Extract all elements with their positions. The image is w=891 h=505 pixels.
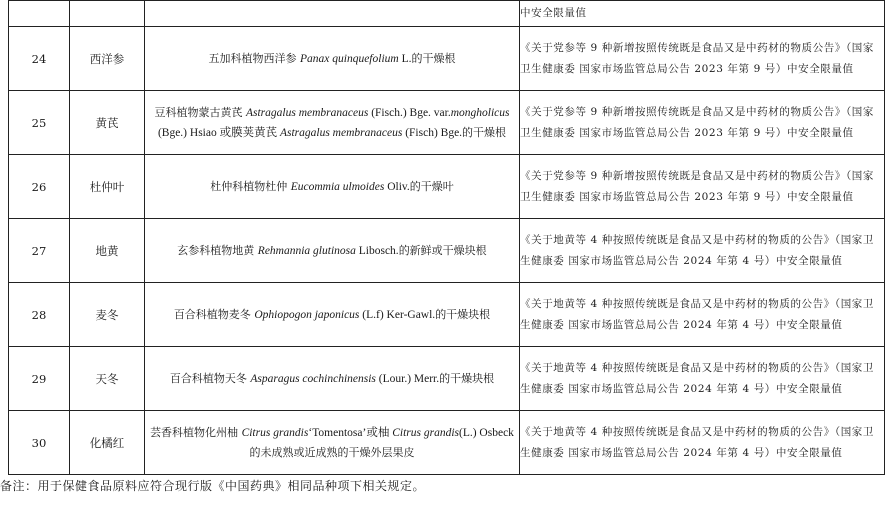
author-citation: Oliv. (384, 180, 410, 193)
source-text: 杜仲科植物杜仲 (210, 179, 291, 193)
latin-name: Astragalus membranaceus (279, 126, 403, 139)
table-row (9, 283, 885, 347)
source-text: 的干燥根 (411, 51, 456, 65)
herb-limit-table (8, 0, 885, 475)
author-citation: (Lour.) Merr. (375, 372, 440, 385)
herb-name-cell: 麦冬 (70, 283, 145, 347)
plant-source-cell (145, 27, 520, 91)
herb-name-cell: 杜仲叶 (70, 155, 145, 219)
author-citation: (Fisch) Bge. (402, 126, 463, 139)
regulation-basis-cell: 《关于地黄等 4 种按照传统既是食品又是中药材的物质的公告》（国家卫生健康委 国家市场监管总局公告 2024 年第 4 号）中安全限量值 (520, 411, 885, 475)
source-text: 的干燥块根 (435, 307, 491, 321)
source-text: 的干燥块根 (439, 371, 495, 385)
source-text: 玄参科植物地黄 (177, 243, 258, 257)
table-row (9, 155, 885, 219)
source-text: 豆科植物蒙古黄芪 (154, 105, 246, 119)
table-row (9, 1, 885, 27)
row-number-cell: 27 (9, 219, 70, 283)
plant-source-cell (145, 411, 520, 475)
author-citation: (L.f) Ker-Gawl. (359, 308, 436, 321)
latin-name: Astragalus membranaceus (245, 106, 369, 119)
source-text: 百合科植物天冬 (169, 371, 251, 385)
herb-name-cell: 化橘红 (70, 411, 145, 475)
row-number-cell: 29 (9, 347, 70, 411)
regulation-basis-cell: 《关于党参等 9 种新增按照传统既是食品又是中药材的物质公告》（国家卫生健康委 国家市场监管总局公告 2023 年第 9 号）中安全限量值 (520, 91, 885, 155)
author-citation: (L.) Osbeck (459, 426, 514, 439)
table-row (9, 91, 885, 155)
source-text: 的干燥根 (462, 125, 507, 139)
latin-name: mongholicus (450, 106, 510, 119)
source-text: 百合科植物麦冬 (173, 307, 255, 321)
author-citation: Libosch. (355, 244, 399, 257)
table-row (9, 347, 885, 411)
footnote: 备注：用于保健食品原料应符合现行版《中国药典》相同品种项下相关规定。 (0, 479, 426, 493)
regulation-basis-cell: 《关于党参等 9 种新增按照传统既是食品又是中药材的物质公告》（国家卫生健康委 国家市场监管总局公告 2023 年第 9 号）中安全限量值 (520, 27, 885, 91)
source-text: 芸香科植物化州柚 (150, 425, 242, 439)
latin-name: Panax quinquefolium (300, 52, 399, 65)
row-number-cell: 28 (9, 283, 70, 347)
table-row (9, 27, 885, 91)
author-citation: L. (398, 52, 412, 65)
latin-name: Rehmannia glutinosa (257, 244, 356, 257)
herb-name-cell: 西洋参 (70, 27, 145, 91)
row-number-cell: 30 (9, 411, 70, 475)
table-row (9, 411, 885, 475)
plant-source-cell (145, 347, 520, 411)
plant-source-cell (145, 283, 520, 347)
plant-source-cell (145, 1, 520, 27)
author-citation: (Bge.) Hsiao 或膜荚黄芪 (157, 126, 280, 139)
row-number-cell (9, 1, 70, 27)
row-number-cell: 24 (9, 27, 70, 91)
plant-source-cell (145, 91, 520, 155)
source-text: 的干燥叶 (409, 179, 454, 193)
regulation-basis-cell: 《关于地黄等 4 种按照传统既是食品又是中药材的物质的公告》（国家卫生健康委 国家市场监管总局公告 2024 年第 4 号）中安全限量值 (520, 347, 885, 411)
source-text: 的新鲜或干燥块根 (398, 243, 487, 257)
latin-name: Citrus grandis (241, 426, 309, 439)
regulation-basis-cell: 中安全限量值 (520, 1, 885, 27)
source-text: 五加科植物西洋参 (208, 51, 300, 65)
row-number-cell: 26 (9, 155, 70, 219)
author-citation: (Fisch.) Bge. var. (368, 106, 451, 119)
regulation-basis-cell: 《关于地黄等 4 种按照传统既是食品又是中药材的物质的公告》（国家卫生健康委 国家市场监管总局公告 2024 年第 4 号）中安全限量值 (520, 219, 885, 283)
plant-source-cell (145, 155, 520, 219)
herb-name-cell: 天冬 (70, 347, 145, 411)
row-number-cell: 25 (9, 91, 70, 155)
herb-name-cell (70, 1, 145, 27)
source-text: 的未成熟或近成熟的干燥外层果皮 (249, 445, 415, 459)
regulation-basis-cell: 《关于地黄等 4 种按照传统既是食品又是中药材的物质的公告》（国家卫生健康委 国家市场监管总局公告 2024 年第 4 号）中安全限量值 (520, 283, 885, 347)
author-citation: ‘Tomentosa’或柚 (308, 426, 393, 439)
plant-source-cell (145, 219, 520, 283)
latin-name: Citrus grandis (392, 426, 459, 439)
latin-name: Eucommia ulmoides (290, 180, 385, 193)
latin-name: Ophiopogon japonicus (254, 308, 360, 321)
table-row (9, 219, 885, 283)
latin-name: Asparagus cochinchinensis (250, 372, 376, 385)
herb-name-cell: 地黄 (70, 219, 145, 283)
herb-name-cell: 黄芪 (70, 91, 145, 155)
regulation-basis-cell: 《关于党参等 9 种新增按照传统既是食品又是中药材的物质公告》（国家卫生健康委 国家市场监管总局公告 2023 年第 9 号）中安全限量值 (520, 155, 885, 219)
